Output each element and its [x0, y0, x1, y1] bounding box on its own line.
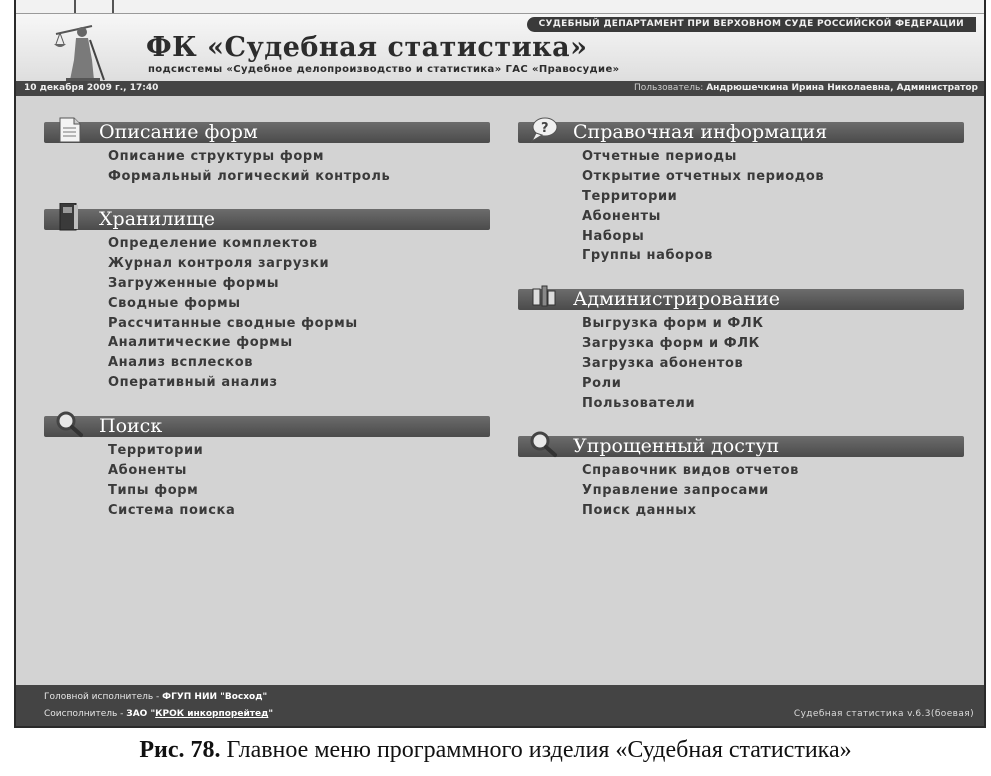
- menu-item-set-groups[interactable]: Группы наборов: [582, 248, 713, 264]
- menu-list: [108, 234, 490, 393]
- figure-caption: [0, 737, 991, 764]
- menu-item-spike-analysis[interactable]: Анализ всплесков: [108, 355, 254, 371]
- croc-link[interactable]: КРОК инкорпорейтед: [155, 709, 269, 719]
- co-label: Соисполнитель -: [44, 709, 124, 719]
- menu-item-report-types[interactable]: Справочник видов отчетов: [582, 463, 799, 478]
- menu-item-load-log[interactable]: Журнал контроля загрузки: [108, 255, 330, 271]
- menu-item-form-types[interactable]: Типы форм: [108, 482, 199, 498]
- co-prefix: ЗАО ": [126, 709, 156, 719]
- menu-list: [582, 147, 964, 266]
- menu-item-forms-structure[interactable]: Описание структуры форм: [108, 149, 325, 164]
- current-datetime: 10 декабря 2009 г., 17:40: [24, 83, 159, 93]
- divider: [74, 0, 76, 13]
- themis-logo-icon: [48, 20, 114, 82]
- current-user: [634, 81, 978, 96]
- menu-item-calculated-summary[interactable]: Рассчитанные сводные формы: [108, 315, 358, 331]
- section-header: [518, 436, 964, 457]
- menu-item-define-sets[interactable]: Определение комплектов: [108, 236, 318, 251]
- menu-item-operative-analysis[interactable]: Оперативный анализ: [108, 375, 278, 391]
- question-bubble-icon: [528, 116, 558, 144]
- status-bar: [16, 81, 984, 96]
- department-banner: СУДЕБНЫЙ ДЕПАРТАМЕНТ ПРИ ВЕРХОВНОМ СУДЕ РОССИЙСКОЙ ФЕДЕРАЦИИ: [527, 17, 976, 32]
- svg-text:?: ?: [541, 121, 549, 136]
- section-header: [44, 416, 490, 437]
- lead-value: ФГУП НИИ "Восход": [162, 692, 268, 702]
- lead-label: Головной исполнитель -: [44, 692, 160, 702]
- section-title: Администрирование: [573, 288, 781, 310]
- section-header: [518, 289, 964, 310]
- main-menu: [16, 96, 984, 685]
- menu-item-import-forms[interactable]: Загрузка форм и ФЛК: [582, 335, 760, 351]
- co-contractor: [44, 709, 273, 719]
- menu-list: [582, 461, 964, 521]
- menu-item-territories[interactable]: Территории: [108, 443, 204, 458]
- app-subtitle: подсистемы «Судебное делопроизводство и статистика» ГАС «Правосудие»: [148, 64, 620, 75]
- user-name: Андрюшечкина Ирина Николаевна, Администратор: [706, 83, 978, 93]
- menu-list: [108, 441, 490, 521]
- menu-list: [108, 147, 490, 187]
- menu-item-data-search[interactable]: Поиск данных: [582, 502, 697, 518]
- section-header: [518, 122, 964, 143]
- app-window: [14, 0, 986, 728]
- section-header: [44, 209, 490, 230]
- menu-item-loaded-forms[interactable]: Загруженные формы: [108, 275, 280, 291]
- section-title: Поиск: [99, 415, 163, 437]
- section-header: [44, 122, 490, 143]
- document-icon: [54, 116, 84, 144]
- version-label: Судебная статистика v.6.3(боевая): [793, 709, 974, 719]
- section-reference: [518, 122, 964, 266]
- section-title: Хранилище: [99, 208, 215, 230]
- section-title: Справочная информация: [573, 121, 828, 143]
- menu-item-open-periods[interactable]: Открытие отчетных периодов: [582, 168, 825, 184]
- menu-item-manage-queries[interactable]: Управление запросами: [582, 482, 769, 498]
- menu-item-subscribers[interactable]: Абоненты: [582, 208, 661, 224]
- menu-item-sets[interactable]: Наборы: [582, 228, 645, 244]
- section-simple-access: [518, 436, 964, 521]
- menu-item-analytic-forms[interactable]: Аналитические формы: [108, 335, 293, 351]
- magnifier-icon: [528, 430, 558, 458]
- app-title: ФК «Судебная статистика»: [146, 32, 588, 63]
- menu-item-logical-control[interactable]: Формальный логический контроль: [108, 168, 391, 184]
- menu-item-summary-forms[interactable]: Сводные формы: [108, 295, 241, 311]
- figure-text: Главное меню программного изделия «Судебная статистика»: [226, 737, 852, 763]
- menu-item-territories[interactable]: Территории: [582, 188, 678, 204]
- browser-top-strip: [16, 0, 984, 14]
- figure-number: Рис. 78.: [139, 737, 221, 763]
- menu-item-roles[interactable]: Роли: [582, 375, 622, 391]
- section-title: Упрощенный доступ: [573, 435, 780, 457]
- divider: [112, 0, 114, 13]
- menu-item-users[interactable]: Пользователи: [582, 395, 696, 411]
- book-icon: [54, 203, 84, 231]
- menu-item-import-subscribers[interactable]: Загрузка абонентов: [582, 355, 744, 371]
- tools-icon: [528, 283, 558, 311]
- co-suffix: ": [268, 709, 274, 719]
- user-label: Пользователь:: [634, 83, 704, 93]
- magnifier-icon: [54, 410, 84, 438]
- menu-item-search-system[interactable]: Система поиска: [108, 502, 236, 518]
- lead-contractor: [44, 692, 267, 702]
- section-admin: [518, 289, 964, 413]
- menu-item-export-forms[interactable]: Выгрузка форм и ФЛК: [582, 316, 764, 331]
- section-title: Описание форм: [99, 121, 258, 143]
- menu-item-report-periods[interactable]: Отчетные периоды: [582, 149, 737, 164]
- menu-item-subscribers[interactable]: Абоненты: [108, 462, 187, 478]
- section-search: [44, 416, 490, 521]
- section-storage: [44, 209, 490, 393]
- menu-list: [582, 314, 964, 413]
- app-footer: [16, 685, 984, 726]
- section-forms: [44, 122, 490, 187]
- app-header: [16, 14, 984, 81]
